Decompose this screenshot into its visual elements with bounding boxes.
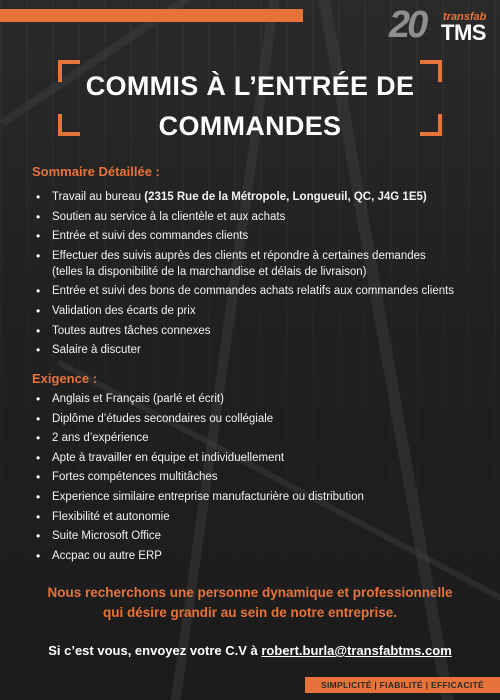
- logo-main-text: TMS: [441, 20, 486, 45]
- list-item: • Accpac ou autre ERP: [34, 548, 474, 564]
- summary-list: [34, 189, 474, 362]
- list-item: • Flexibilité et autonomie: [34, 509, 474, 525]
- list-item: • Salaire à discuter: [34, 342, 474, 358]
- tagline-line-1: Nous recherchons une personne dynamique et professionnelle: [47, 585, 453, 600]
- email-link[interactable]: robert.burla@transfabtms.com: [261, 643, 452, 658]
- list-item: • Toutes autres tâches connexes: [34, 323, 474, 339]
- contact-line: [20, 643, 480, 658]
- list-item: • 2 ans d’expérience: [34, 430, 474, 446]
- footer-values-bar: SIMPLICITÉ | FIABILITÉ | EFFICACITÉ: [305, 677, 500, 693]
- list-item: • Diplôme d’études secondaires ou collégiale: [34, 411, 474, 427]
- tagline-line-2: qui désire grandir au sein de notre entreprise.: [102, 605, 398, 620]
- requirements-heading: Exigence :: [32, 371, 98, 386]
- list-item: • Anglais et Français (parlé et écrit): [34, 391, 474, 407]
- requirements-list: [34, 391, 474, 567]
- list-item: • Soutien au service à la clientèle et aux achats: [34, 209, 474, 225]
- summary-item-detail: (telles la disponibilité de la marchandise et délais de livraison): [52, 265, 367, 278]
- recruitment-tagline: [20, 583, 480, 623]
- page-title: [40, 66, 460, 146]
- list-item: [34, 248, 474, 280]
- list-item: • Fortes compétences multitâches: [34, 469, 474, 485]
- list-item: • Entrée et suivi des bons de commandes achats relatifs aux commandes clients: [34, 283, 474, 299]
- office-address: (2315 Rue de la Métropole, Longueuil, QC, J4G 1E5): [144, 191, 427, 203]
- list-item: [34, 189, 474, 205]
- list-item: • Suite Microsoft Office: [34, 528, 474, 544]
- summary-item-text: Effectuer des suivis auprès des clients et répondre à certaines demandes: [52, 249, 426, 262]
- list-item: • Validation des écarts de prix: [34, 303, 474, 319]
- logo-small-text: transfab: [443, 11, 487, 23]
- list-item: • Experience similaire entreprise manufacturière ou distribution: [34, 489, 474, 505]
- top-accent-bar: [0, 9, 303, 22]
- logo-number: 20: [389, 4, 426, 46]
- list-item: • Entrée et suivi des commandes clients: [34, 228, 474, 244]
- title-line-1: COMMIS À L’ENTRÉE DE: [85, 71, 415, 101]
- summary-heading: Sommaire Détaillée :: [32, 164, 160, 179]
- list-item: • Apte à travailler en équipe et individuellement: [34, 450, 474, 466]
- contact-prefix: Si c’est vous, envoyez votre C.V à: [48, 643, 262, 658]
- company-logo: [389, 4, 493, 46]
- title-line-2: COMMANDES: [158, 111, 342, 141]
- summary-item-text: Travail au bureau: [52, 191, 145, 203]
